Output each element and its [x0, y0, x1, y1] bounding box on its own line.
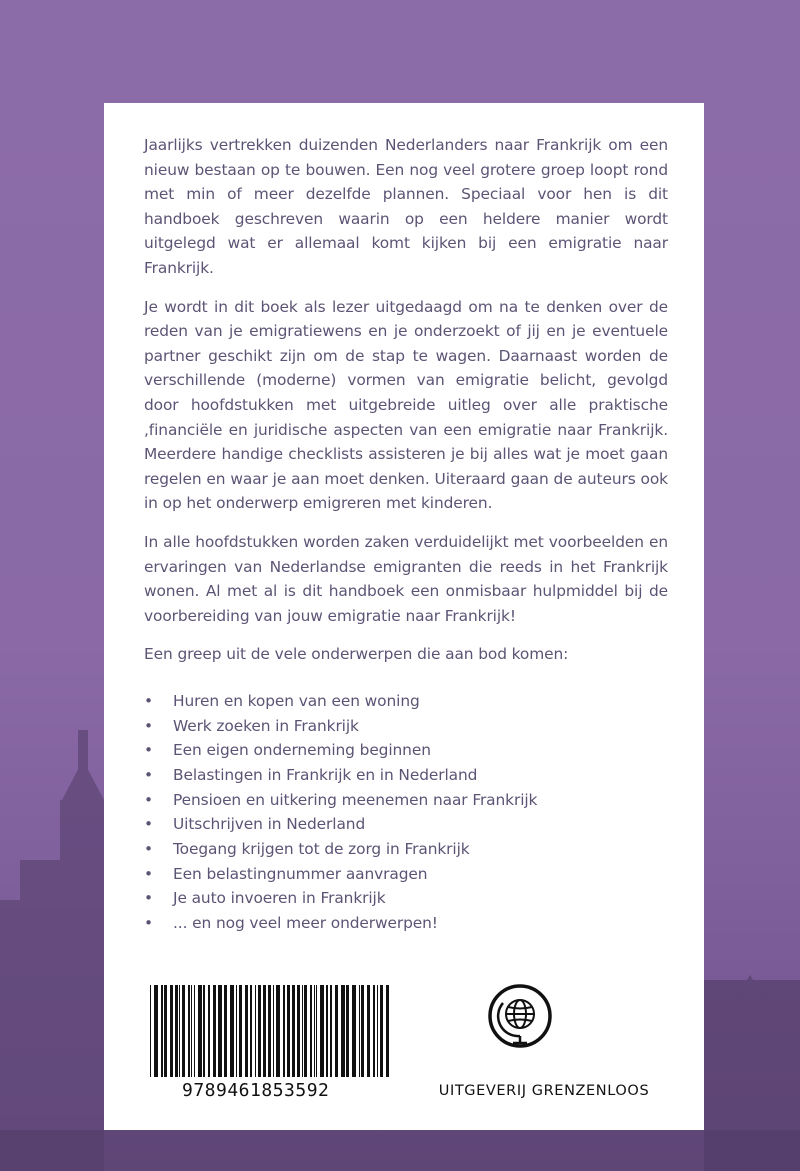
isbn-number: 9789461853592	[182, 1080, 330, 1101]
list-item: • Toegang krijgen tot de zorg in Frankrijk	[144, 837, 668, 862]
back-cover-panel	[104, 103, 704, 1130]
publisher-name: UITGEVERIJ GRENZENLOOS	[438, 1083, 650, 1099]
topics-intro: Een greep uit de vele onderwerpen die aan bod komen:	[144, 645, 569, 664]
list-item: • Belastingen in Frankrijk en in Nederland	[144, 763, 668, 788]
globe-icon	[487, 983, 553, 1059]
barcode-icon	[146, 983, 396, 1083]
list-item: • Je auto invoeren in Frankrijk	[144, 886, 668, 911]
list-item: • Pensioen en uitkering meenemen naar Frankrijk	[144, 788, 668, 813]
list-item: • ... en nog veel meer onderwerpen!	[144, 911, 668, 936]
list-item: • Uitschrijven in Nederland	[144, 812, 668, 837]
blurb	[144, 133, 668, 936]
list-item: • Een belastingnummer aanvragen	[144, 862, 668, 887]
topics-list	[144, 689, 668, 936]
paragraph-1: Jaarlijks vertrekken duizenden Nederlanders naar Frankrijk om een nieuw bestaan op te bouwen. Een nog veel grotere groep loopt rond met min of meer dezelfde plannen. Speciaal voor hen is dit handboek geschreven waarin op een heldere manier wordt uitgelegd wat er allemaal komt kijken bij een emigratie naar Frankrijk.	[144, 136, 668, 277]
list-item: • Werk zoeken in Frankrijk	[144, 714, 668, 739]
list-item: • Huren en kopen van een woning	[144, 689, 668, 714]
paragraph-2: Je wordt in dit boek als lezer uitgedaagd om na te denken over de reden van je emigratiewens en je onderzoekt of jij en je eventuele partner geschikt zijn om de stap te wagen. Daarnaast worden de verschillende (moderne) vormen van emigratie belicht, gevolgd door hoofdstukken met uitgebreide uitleg over alle praktische ,financiële en juridische aspecten van een emigratie naar Frankrijk. Meerdere handige checklists assisteren je bij alles wat je moet gaan regelen en waar je aan moet denken. Uiteraard gaan de auteurs ook in op het onderwerp emigreren met kinderen.	[144, 297, 668, 513]
list-item: • Een eigen onderneming beginnen	[144, 738, 668, 763]
paragraph-3: In alle hoofdstukken worden zaken verduidelijkt met voorbeelden en ervaringen van Nederlandse emigranten die reeds in het Frankrijk wonen. Al met al is dit handboek een onmisbaar hulpmiddel bij de voorbereiding van jouw emigratie naar Frankrijk!	[144, 532, 668, 625]
